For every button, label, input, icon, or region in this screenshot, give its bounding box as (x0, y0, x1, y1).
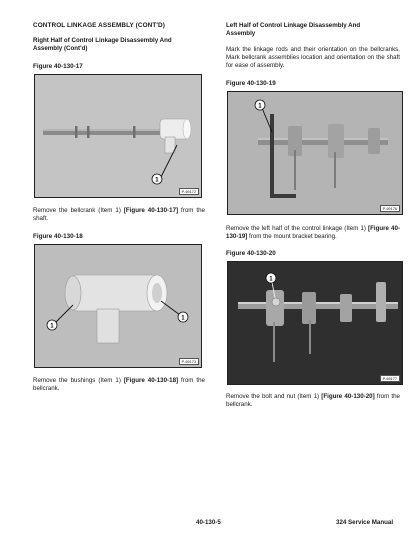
photo-code: P-69173 (179, 358, 199, 365)
section-heading: CONTROL LINKAGE ASSEMBLY (CONT'D) (33, 22, 165, 29)
paragraph-remove-bushings: Remove the bushings (Item 1) [Figure 40-130-18] from the bellcrank. (33, 377, 205, 393)
callout-1a: 1 (50, 323, 54, 330)
photo-code: P-69176 (380, 205, 400, 212)
paragraph-remove-bellcrank: Remove the bellcrank (Item 1) [Figure 40-130-17] from the shaft. (33, 207, 205, 223)
figure-label-18: Figure 40-130-18 (33, 233, 83, 240)
paragraph-mark-linkage: Mark the linkage rods and their orientation on the bellcranks. Mark bellcrank assemblies location and orientation on the shaft for ease of assembly. (226, 46, 400, 70)
shaft-bellcrank-illustration (35, 75, 201, 197)
photo-code: P-69172 (179, 188, 199, 195)
page-number: 40-130-5 (196, 519, 221, 526)
manual-title: 324 Service Manual (336, 519, 394, 526)
figure-40-130-18-photo (34, 244, 202, 368)
callout-1: 1 (269, 276, 273, 283)
figure-40-130-20-photo (227, 261, 403, 385)
left-linkage-illustration (228, 92, 402, 214)
photo-code: P-69177 (380, 375, 400, 382)
figure-40-130-17-photo (34, 74, 202, 198)
callout-1b: 1 (181, 315, 185, 322)
bellcrank-bushings-illustration (35, 245, 201, 367)
callout-1: 1 (155, 177, 159, 184)
paragraph-remove-bolt: Remove the bolt and nut (Item 1) [Figure 40-130-20] from the bellcrank. (226, 393, 400, 409)
figure-40-130-19-photo (227, 91, 403, 215)
paragraph-remove-left-half: Remove the left half of the control linkage (Item 1) [Figure 40-130-19] from the mount bracket bearing. (226, 225, 400, 241)
callout-1: 1 (258, 103, 262, 110)
left-subheading: Right Half of Control Linkage Disassembly And Assembly (Cont'd) (33, 37, 172, 53)
figure-label-17: Figure 40-130-17 (33, 63, 83, 70)
figure-label-20: Figure 40-130-20 (226, 250, 276, 257)
figure-label-19: Figure 40-130-19 (226, 80, 276, 87)
right-subheading: Left Half of Control Linkage Disassembly And Assembly (226, 22, 361, 38)
bolt-nut-illustration (228, 262, 402, 384)
